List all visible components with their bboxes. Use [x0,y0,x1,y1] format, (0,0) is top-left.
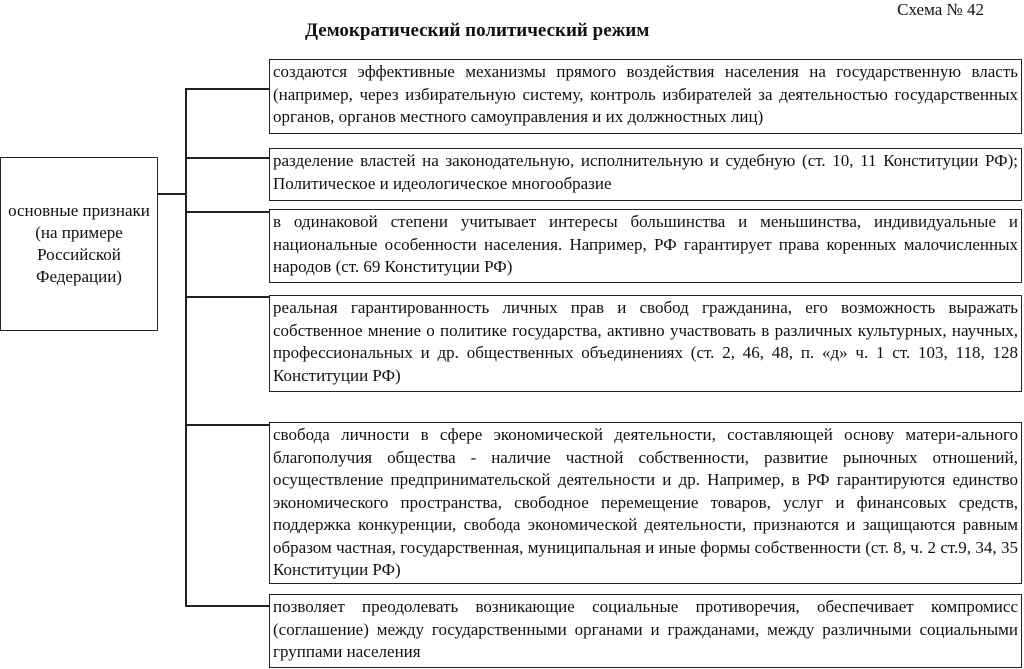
feature-box-5 [269,422,1022,584]
feature-text-1: создаются эффективные механизмы прямого воздействия населения на государственную власть (например, через избирательную систему, контроль избирателей за деятельностью государственных органов, органов местного самоуправления и их должностных лиц) [273,62,1018,126]
feature-box-2 [269,148,1022,201]
feature-box-3 [269,209,1022,283]
connector-branch-3 [185,211,269,213]
connector-spine [185,88,187,606]
main-features-label: основные признаки (на примере Российской Федерации) [8,201,150,286]
connector-branch-1 [185,88,269,90]
main-features-box [0,157,158,331]
feature-text-6: позволяет преодолевать возникающие социальные противоречия, обеспечивает компромисс (соглашение) между государственными органами и гражданами, между различными социальными группами населения [273,597,1018,661]
connector-branch-6 [185,605,269,607]
connector-main [158,193,186,195]
feature-text-2: разделение властей на законодательную, исполнительную и судебную (ст. 10, 11 Конституции РФ); Политическое и идеологическое многообразие [273,151,1018,193]
feature-box-4 [269,295,1022,392]
scheme-number: Схема № 42 [897,0,984,19]
connector-branch-2 [185,157,269,159]
feature-text-3: в одинаковой степени учитывает интересы большинства и меньшинства, индивидуальные и национальные особенности населения. Например, РФ гарантирует права коренных малочисленных народов (ст. 69 Конституции РФ) [273,212,1018,276]
feature-box-6 [269,594,1022,668]
connector-branch-5 [185,424,269,426]
connector-branch-4 [185,296,269,298]
feature-text-4: реальная гарантированность личных прав и свобод гражданина, его возможность выражать собственное мнение о политике государства, активно участвовать в различных культурных, научных, профессиональных и др. общественных объединениях (ст. 2, 46, 48, п. «д» ч. 1 ст. 103, 118, 128 Конституции РФ) [273,298,1018,385]
feature-text-5: свобода личности в сфере экономической деятельности, составляющей основу матери-ального благополучия общества - наличие частной собственности, развитие рыночных отношений, осуществление предпринимательской деятельности и др. Например, в РФ гарантируются единство экономического пространства, свободное перемещение товаров, услуг и финансовых средств, поддержка конкуренции, свобода экономической деятельности, признаются и защищаются равным образом частная, государственная, муниципальная и иные формы собственности (ст. 8, ч. 2 ст.9, 34, 35 Конституции РФ) [273,425,1018,579]
feature-box-1 [269,59,1022,134]
diagram-title: Демократический политический режим [305,20,650,41]
